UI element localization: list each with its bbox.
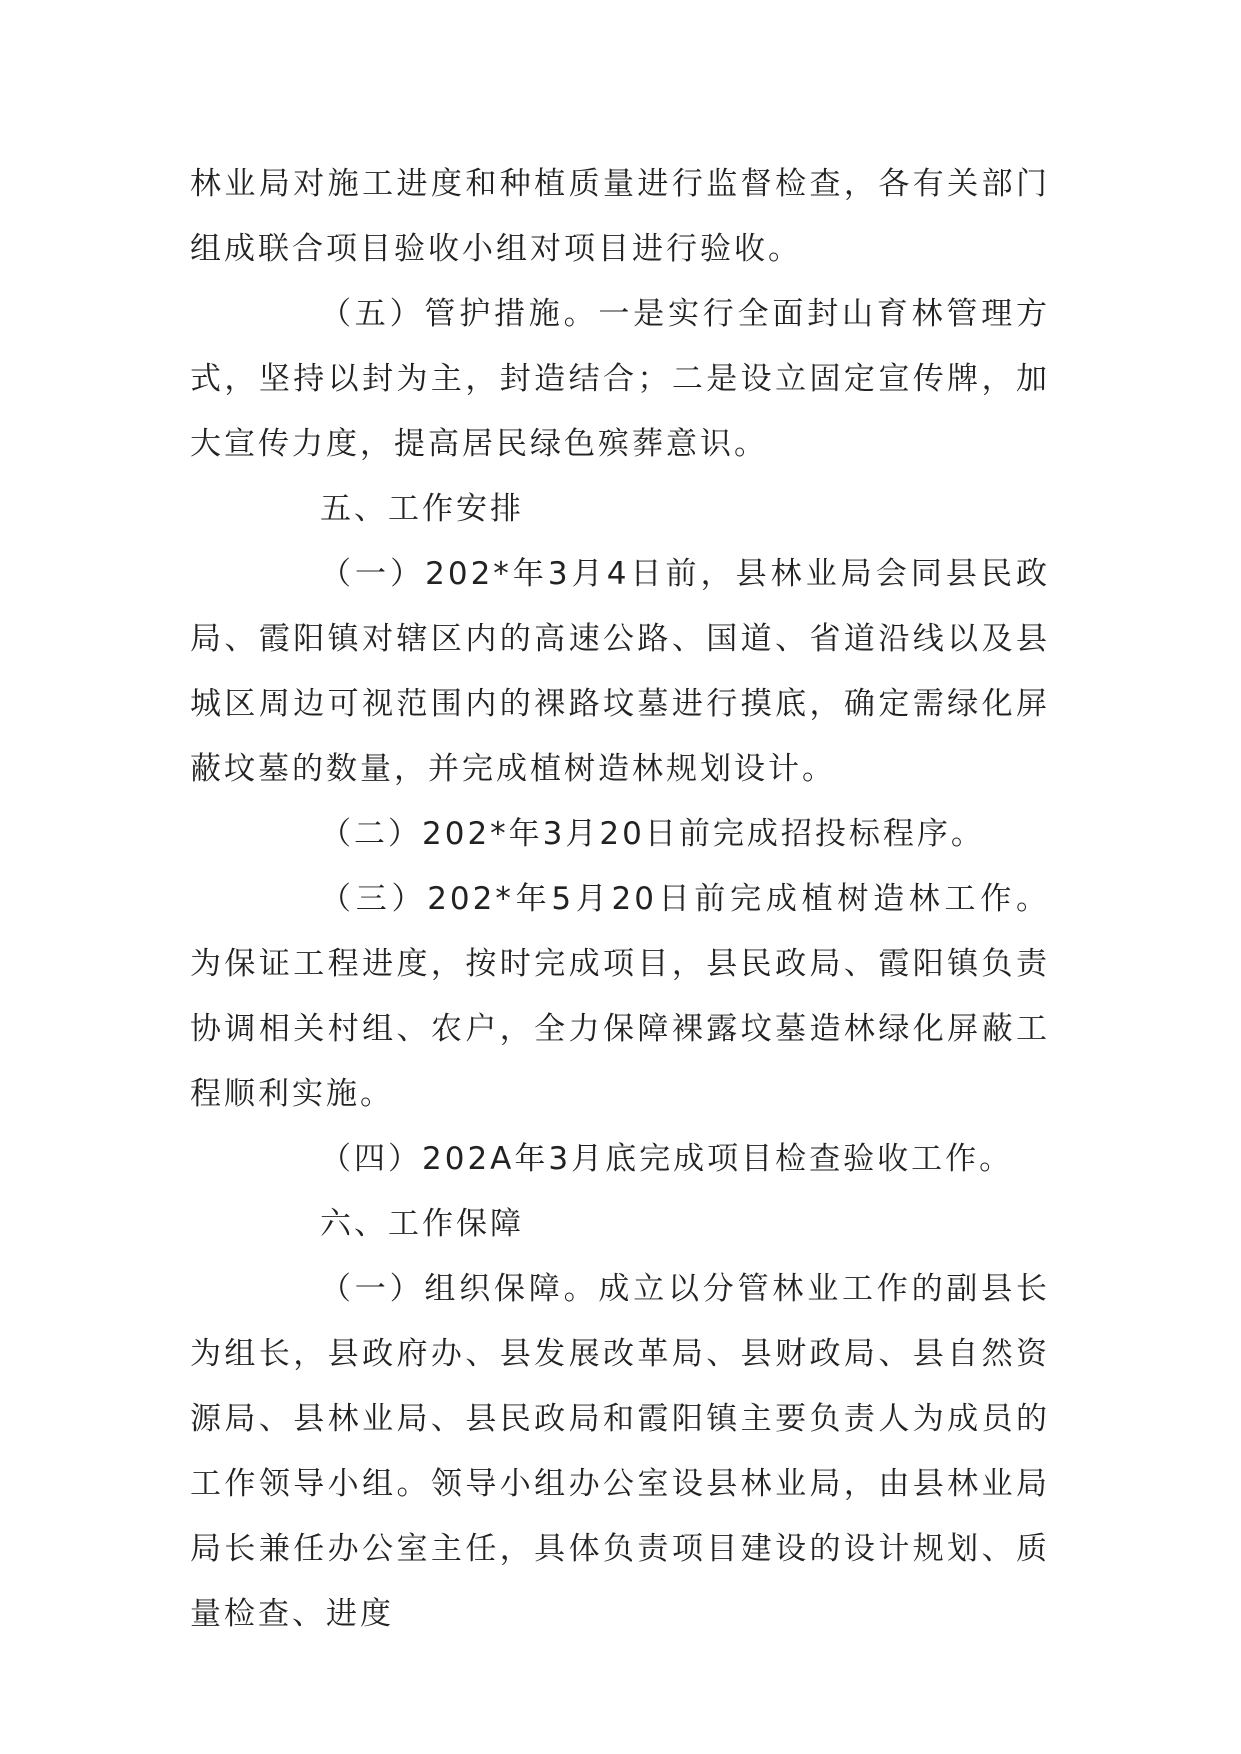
document-body xyxy=(190,152,1050,1647)
paragraph-management-measures: （五）管护措施。一是实行全面封山育林管理方式，坚持以封为主，封造结合；二是设立固定宣传牌，加大宣传力度，提高居民绿色殡葬意识。 xyxy=(190,296,1050,462)
paragraph-arrangement-4: （四）202A年3月底完成项目检查验收工作。 xyxy=(320,1141,1014,1177)
section-heading-work-guarantee: 六、工作保障 xyxy=(320,1206,524,1242)
paragraph-arrangement-3: （三）202*年5月20日前完成植树造林工作。为保证工程进度，按时完成项目，县民政局、霞阳镇负责协调相关村组、农户，全力保障裸露坟墓造林绿化屏蔽工程顺利实施。 xyxy=(190,881,1050,1112)
paragraph-arrangement-2: （二）202*年3月20日前完成招投标程序。 xyxy=(320,816,985,852)
paragraph-inspection-continued: 林业局对施工进度和种植质量进行监督检查，各有关部门组成联合项目验收小组对项目进行验收。 xyxy=(190,166,1050,267)
paragraph-arrangement-1: （一）202*年3月4日前，县林业局会同县民政局、霞阳镇对辖区内的高速公路、国道、省道沿线以及县城区周边可视范围内的裸路坟墓进行摸底，确定需绿化屏蔽坟墓的数量，并完成植树造林规划设计。 xyxy=(190,556,1050,787)
paragraph-organization-guarantee: （一）组织保障。成立以分管林业工作的副县长为组长，县政府办、县发展改革局、县财政局、县自然资源局、县林业局、县民政局和霞阳镇主要负责人为成员的工作领导小组。领导小组办公室设县林业局，由县林业局局长兼任办公室主任，具体负责项目建设的设计规划、质量检查、进度 xyxy=(190,1271,1050,1632)
section-heading-work-arrangement: 五、工作安排 xyxy=(320,491,524,527)
